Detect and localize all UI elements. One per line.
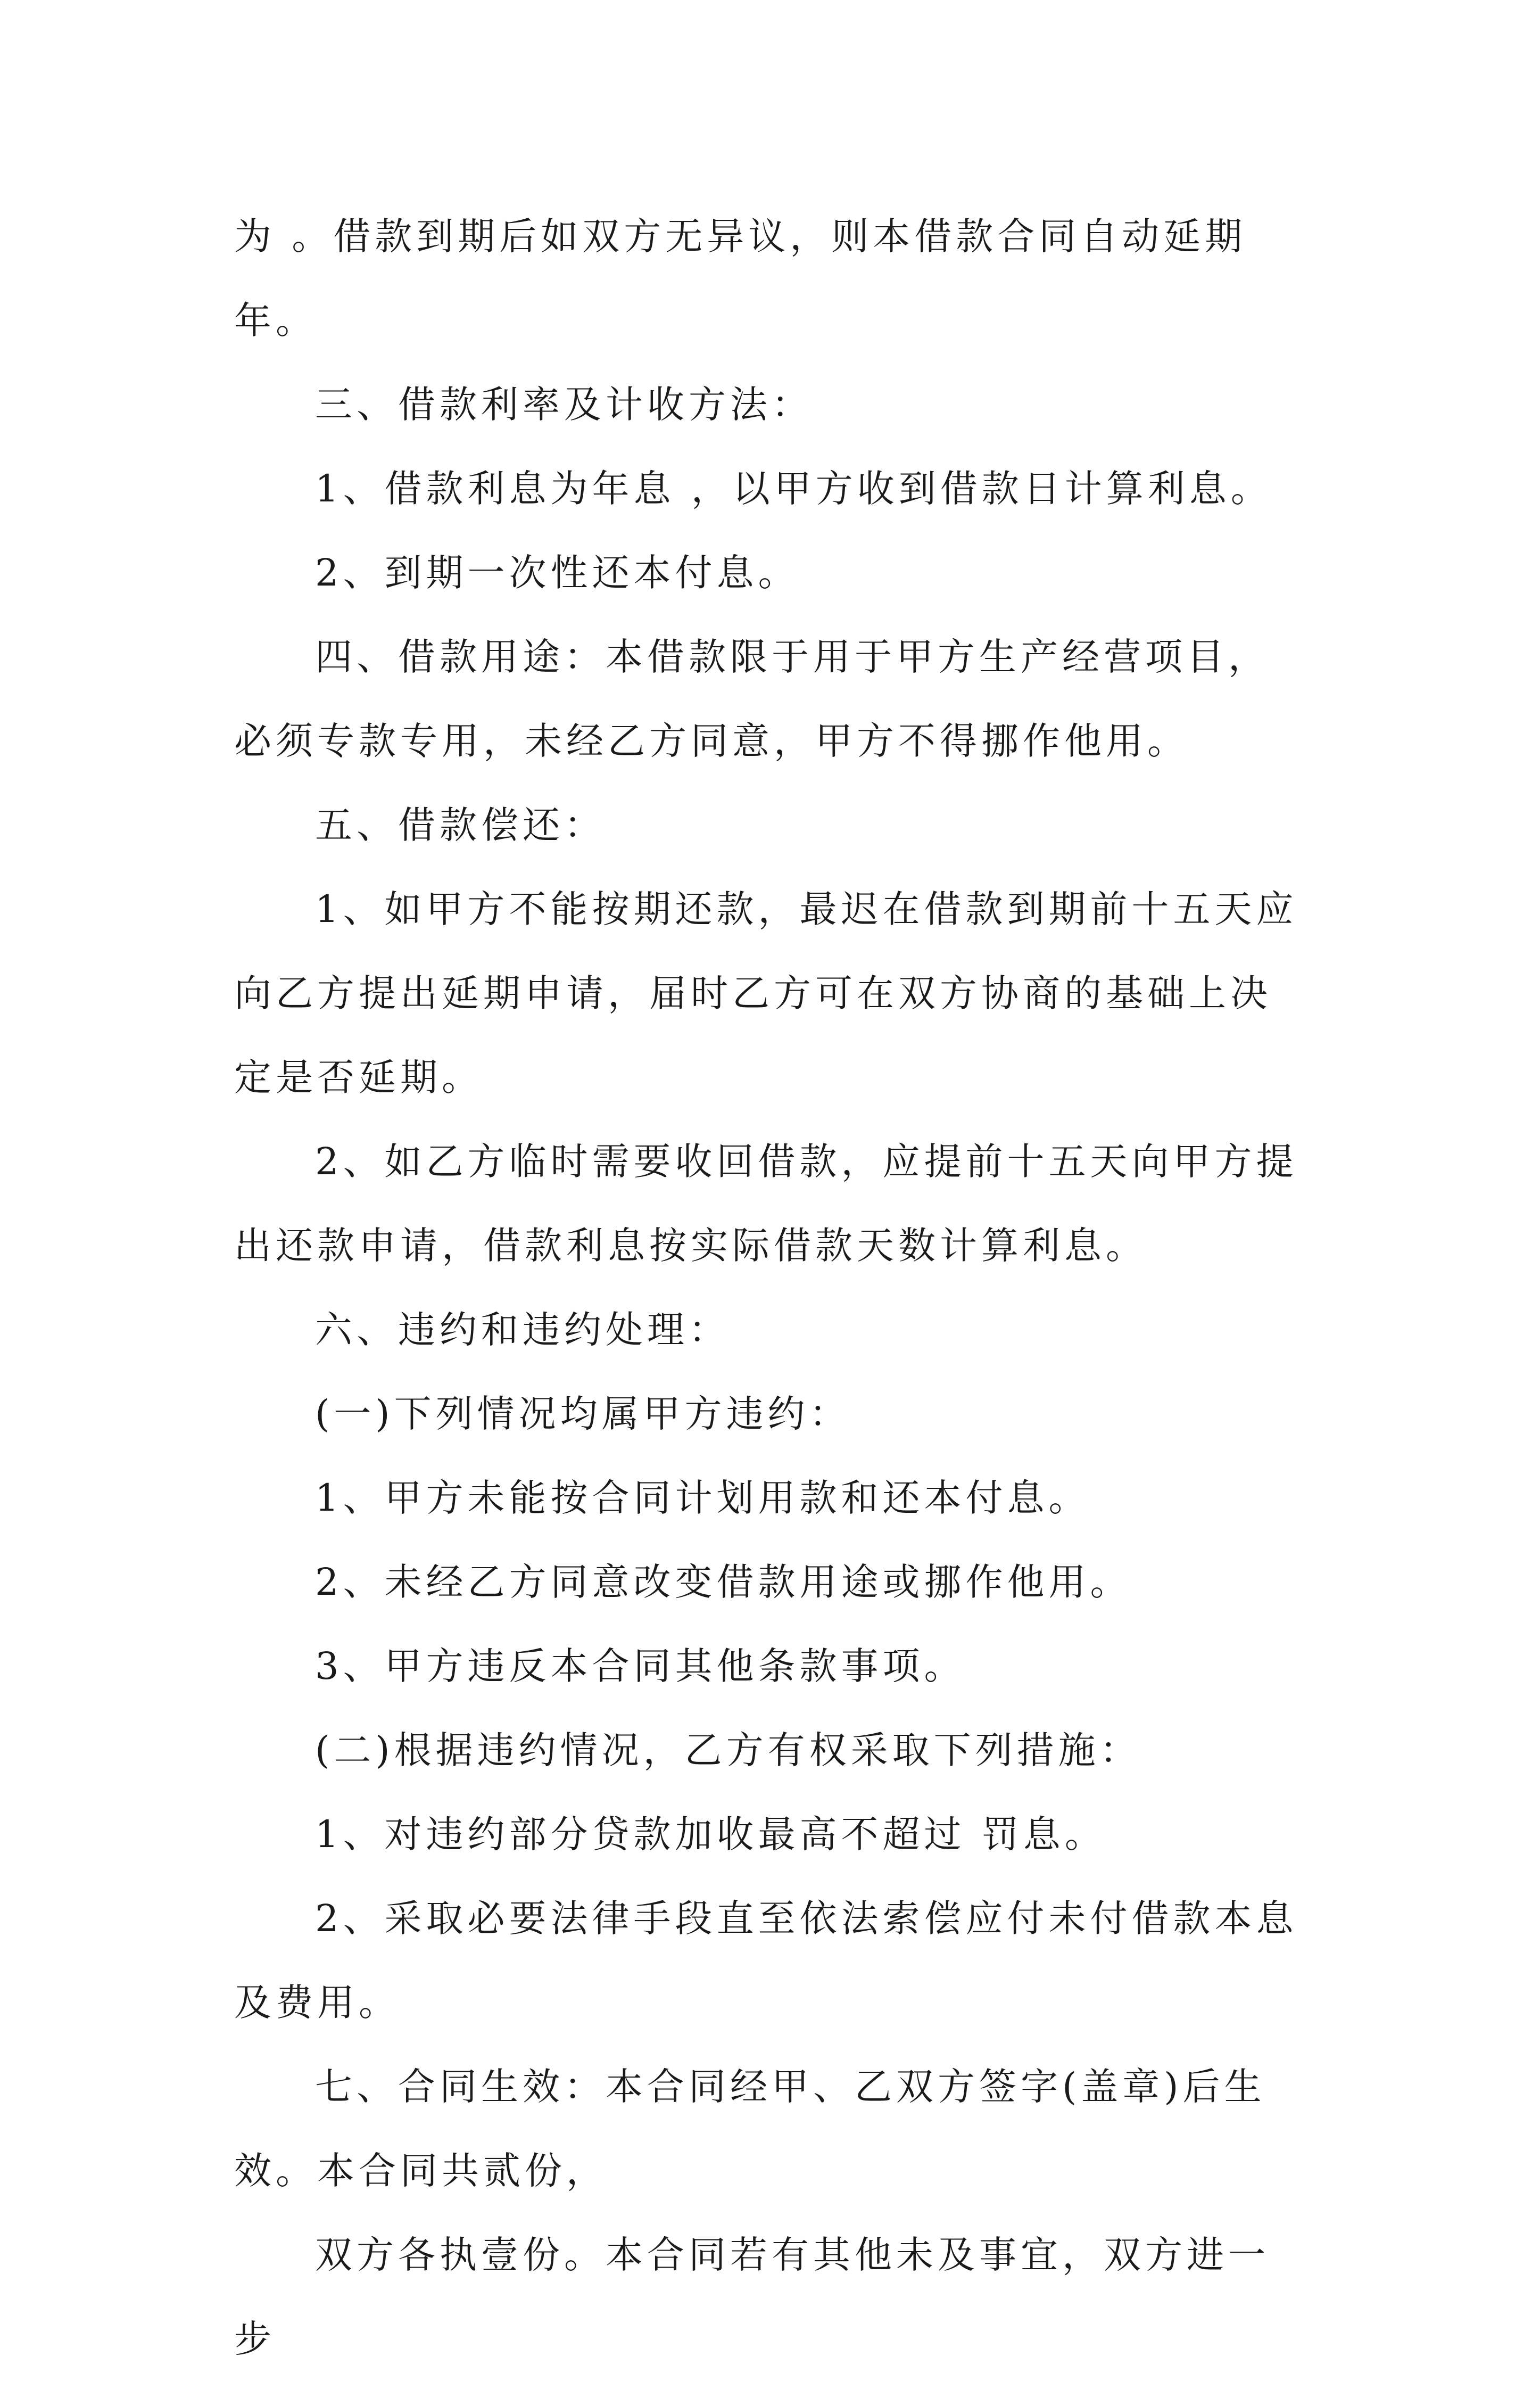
paragraph-effective: 七、合同生效：本合同经甲、乙双方签字(盖章)后生效。本合同共贰份， — [234, 2065, 1266, 2193]
heading-breach: 六、违约和违约处理： — [315, 1308, 730, 1352]
subheading-breach-cases: (一)下列情况均属甲方违约： — [315, 1392, 851, 1436]
paragraph-copies: 双方各执壹份。本合同若有其他未及事宜，双方进一步 — [234, 2233, 1270, 2361]
clause-breach-1: 1、甲方未能按合同计划用款和还本付息。 — [315, 1476, 1090, 1520]
paragraph-loan-extension: 为 。借款到期后如双方无异议，则本借款合同自动延期 年。 — [234, 215, 1247, 342]
heading-interest-rate: 三、借款利率及计收方法： — [315, 383, 813, 426]
clause-early-recall: 2、如乙方临时需要收回借款，应提前十五天向甲方提出还款申请，借款利息按实际借款天数计算利息。 — [234, 1140, 1298, 1267]
clause-breach-3: 3、甲方违反本合同其他条款事项。 — [315, 1644, 966, 1688]
clause-measure-2: 2、采取必要法律手段直至依法索偿应付未付借款本息及费用。 — [234, 1897, 1298, 2024]
clause-breach-2: 2、未经乙方同意改变借款用途或挪作他用。 — [315, 1560, 1132, 1604]
paragraph-loan-purpose: 四、借款用途：本借款限于用于甲方生产经营项目，必须专款专用，未经乙方同意，甲方不得挪作他用。 — [234, 635, 1270, 763]
contract-body — [234, 194, 1309, 2381]
clause-extension-request: 1、如甲方不能按期还款，最迟在借款到期前十五天应向乙方提出延期申请，届时乙方可在双方协商的基础上决定是否延期。 — [234, 887, 1298, 1099]
subheading-measures: (二)根据违约情况，乙方有权采取下列措施： — [315, 1728, 1141, 1772]
heading-loan-repayment: 五、借款偿还： — [315, 803, 606, 847]
clause-interest-annual: 1、借款利息为年息 ，以甲方收到借款日计算利息。 — [315, 467, 1272, 510]
clause-measure-1: 1、对违约部分贷款加收最高不超过 罚息。 — [315, 1812, 1106, 1856]
clause-repayment-once: 2、到期一次性还本付息。 — [315, 551, 800, 595]
